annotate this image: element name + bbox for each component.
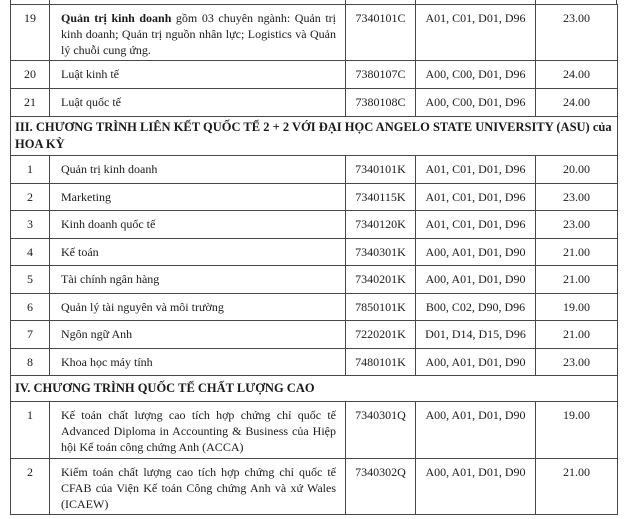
- score-cell: 24.00: [536, 89, 618, 117]
- score-cell: 23.00: [536, 183, 618, 211]
- program-code-cell: 7340120K: [346, 211, 416, 239]
- table-row: [11, 61, 618, 89]
- subject-combination-cell: A01, C01, D01, D96: [416, 156, 536, 184]
- row-number-cell: 7: [11, 321, 50, 349]
- subject-combination-cell: D01, D14, D15, D96: [416, 321, 536, 349]
- row-number-cell: 6: [11, 293, 50, 321]
- subject-combination-cell: B00, C02, D90, D96: [416, 293, 536, 321]
- program-name-rest: gồm 03 chuyên ngành: Quản trị kinh doanh; Quản trị nguồn nhân lực; Logistics và Quản lý chuỗi cung ứng.: [61, 11, 336, 57]
- score-cell: 20.00: [536, 156, 618, 184]
- table-row: [11, 321, 618, 349]
- program-name-cell: Khoa học máy tính: [50, 348, 346, 376]
- subject-combination-cell: A00, C00, D01, D96: [416, 61, 536, 89]
- score-cell: 23.00: [536, 211, 618, 239]
- subject-combination-cell: A00, A01, D01, D90: [416, 238, 536, 266]
- score-cell: 21.00: [536, 238, 618, 266]
- subject-combination-cell: A00, A01, D01, D90: [416, 348, 536, 376]
- score-cell: 21.00: [536, 266, 618, 294]
- program-name-cell: Ngôn ngữ Anh: [50, 321, 346, 349]
- row-number-cell: 21: [11, 89, 50, 117]
- table-row: [11, 211, 618, 239]
- program-name-cell: [50, 5, 346, 61]
- score-cell: 23.00: [536, 348, 618, 376]
- table-row: [11, 5, 618, 61]
- program-code-cell: 7380107C: [346, 61, 416, 89]
- program-name-cell: Quản lý tài nguyên và môi trường: [50, 293, 346, 321]
- score-cell: 21.00: [536, 321, 618, 349]
- program-code-cell: 7220201K: [346, 321, 416, 349]
- row-number-cell: 1: [11, 402, 50, 459]
- program-name-cell: Tài chính ngân hàng: [50, 266, 346, 294]
- table-row: [11, 293, 618, 321]
- subject-combination-cell: A00, A01, D01, D90: [416, 266, 536, 294]
- section-header-row: [11, 376, 618, 402]
- row-number-cell: 19: [11, 5, 50, 61]
- section-header: IV. CHƯƠNG TRÌNH QUỐC TẾ CHẤT LƯỢNG CAO: [11, 376, 618, 402]
- program-code-cell: 7340101K: [346, 156, 416, 184]
- program-code-cell: 7340302Q: [346, 459, 416, 515]
- row-number-cell: 8: [11, 348, 50, 376]
- program-name-bold: Quản trị kinh doanh: [61, 11, 172, 25]
- subject-combination-cell: A00, A01, D01, D90: [416, 402, 536, 459]
- program-code-cell: 7340301K: [346, 238, 416, 266]
- row-number-cell: 3: [11, 211, 50, 239]
- section-header: III. CHƯƠNG TRÌNH LIÊN KẾT QUỐC TẾ 2 + 2 VỚI ĐẠI HỌC ANGELO STATE UNIVERSITY (ASU) của HOA KỲ: [11, 117, 618, 156]
- table-row: [11, 266, 618, 294]
- row-number-cell: 20: [11, 61, 50, 89]
- row-number-cell: 2: [11, 459, 50, 515]
- table-row: [11, 89, 618, 117]
- section-header-row: [11, 117, 618, 156]
- program-code-cell: 7340101C: [346, 5, 416, 61]
- score-cell: 19.00: [536, 402, 618, 459]
- program-code-cell: 7480101K: [346, 348, 416, 376]
- subject-combination-cell: A00, A01, D01, D90: [416, 459, 536, 515]
- row-number-cell: 1: [11, 156, 50, 184]
- subject-combination-cell: A01, C01, D01, D96: [416, 183, 536, 211]
- subject-combination-cell: A01, C01, D01, D96: [416, 211, 536, 239]
- program-code-cell: 7380108C: [346, 89, 416, 117]
- program-name-cell: Luật kinh tế: [50, 61, 346, 89]
- program-code-cell: 7340115K: [346, 183, 416, 211]
- table-row: [11, 156, 618, 184]
- program-name-cell: Marketing: [50, 183, 346, 211]
- admission-scores-table: [10, 4, 618, 515]
- program-name-cell: Kiểm toán chất lượng cao tích hợp chứng chỉ quốc tế CFAB của Viện Kế toán Công chứng Anh và xứ Wales (ICAEW): [50, 459, 346, 515]
- program-name-cell: Kế toán: [50, 238, 346, 266]
- program-code-cell: 7340301Q: [346, 402, 416, 459]
- score-cell: 19.00: [536, 293, 618, 321]
- score-cell: 23.00: [536, 5, 618, 61]
- subject-combination-cell: A01, C01, D01, D96: [416, 5, 536, 61]
- table-row: [11, 348, 618, 376]
- program-name-cell: Kế toán chất lượng cao tích hợp chứng chỉ quốc tế Advanced Diploma in Accounting & Business của Hiệp hội Kế toán công chứng Anh (ACCA): [50, 402, 346, 459]
- score-cell: 24.00: [536, 61, 618, 89]
- table-row: [11, 238, 618, 266]
- subject-combination-cell: A00, C00, D01, D96: [416, 89, 536, 117]
- score-cell: 21.00: [536, 459, 618, 515]
- program-code-cell: 7340201K: [346, 266, 416, 294]
- program-name-cell: Quản trị kinh doanh: [50, 156, 346, 184]
- program-name-cell: Kinh doanh quốc tế: [50, 211, 346, 239]
- program-name-cell: Luật quốc tế: [50, 89, 346, 117]
- table-row: [11, 183, 618, 211]
- program-code-cell: 7850101K: [346, 293, 416, 321]
- row-number-cell: 2: [11, 183, 50, 211]
- table-row: [11, 402, 618, 459]
- table-row: [11, 459, 618, 515]
- row-number-cell: 5: [11, 266, 50, 294]
- row-number-cell: 4: [11, 238, 50, 266]
